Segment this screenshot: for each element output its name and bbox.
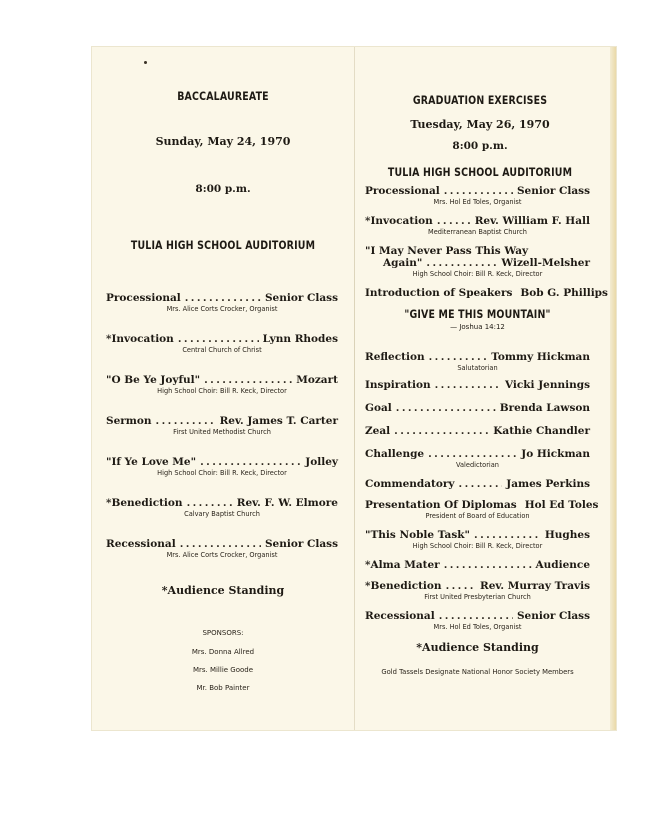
item-value: Rev. James T. Carter: [219, 415, 338, 427]
item-label: Inspiration: [365, 379, 431, 391]
program-item: [365, 499, 599, 520]
program-list-b: [365, 351, 599, 676]
item-value: Brenda Lawson: [499, 402, 590, 414]
program-item: [365, 215, 590, 236]
item-value: Mozart: [296, 374, 338, 386]
honor-society-footnote: Gold Tassels Designate National Honor Society Members: [381, 668, 574, 676]
event-time: 8:00 p.m.: [452, 140, 508, 152]
venue-heading: TULIA HIGH SCHOOL AUDITORIUM: [387, 165, 573, 179]
item-label: "O Be Ye Joyful": [106, 374, 201, 386]
sponsors-heading: SPONSORS:: [202, 629, 244, 637]
program-item: [365, 559, 590, 571]
item-value: Lynn Rhodes: [262, 333, 338, 345]
program-item: [365, 478, 590, 490]
item-note: High School Choir: Bill R. Keck, Director: [157, 469, 287, 477]
item-label: Reflection: [365, 351, 425, 363]
item-value: Jolley: [305, 456, 338, 468]
scripture-reference: — Joshua 14:12: [450, 323, 505, 331]
program-item: [365, 425, 590, 437]
program-item: [365, 402, 590, 414]
program-item: [106, 415, 338, 436]
item-value: Hol Ed Toles: [524, 499, 599, 511]
program-item: [365, 448, 590, 469]
item-value: Tommy Hickman: [491, 351, 590, 363]
item-label: Goal: [365, 402, 392, 414]
item-note: President of Board of Education: [425, 512, 530, 520]
item-value: Jo Hickman: [521, 448, 590, 460]
item-label: Processional: [365, 185, 440, 197]
item-value: Senior Class: [516, 185, 590, 197]
item-label: Processional: [106, 292, 181, 304]
item-label: *Benediction: [106, 497, 183, 509]
event-date: Tuesday, May 26, 1970: [410, 118, 550, 131]
sponsor-name: Mr. Bob Painter: [196, 684, 250, 692]
theme-block: [365, 307, 590, 331]
item-label: Sermon: [106, 415, 152, 427]
item-note: Mrs. Alice Corts Crocker, Organist: [166, 551, 278, 559]
program-item: [106, 497, 338, 518]
program-item: [365, 580, 590, 601]
item-value: Kathie Chandler: [493, 425, 590, 437]
item-value: Senior Class: [264, 538, 338, 550]
venue-heading: TULIA HIGH SCHOOL AUDITORIUM: [130, 238, 316, 252]
item-label: *Alma Mater: [365, 559, 440, 571]
theme-heading: "GIVE ME THIS MOUNTAIN": [404, 307, 551, 321]
sponsor-name: Mrs. Donna Allred: [191, 648, 255, 656]
item-note: First United Methodist Church: [173, 428, 271, 436]
item-value: Senior Class: [516, 610, 590, 622]
item-note: Valedictorian: [456, 461, 499, 469]
item-label: *Invocation: [365, 215, 433, 227]
item-value: Audience: [535, 559, 590, 571]
item-note: Central Church of Christ: [182, 346, 262, 354]
item-label: Again": [383, 257, 423, 269]
item-label: Commendatory: [365, 478, 455, 490]
item-value: Senior Class: [264, 292, 338, 304]
item-label: "If Ye Love Me": [106, 456, 197, 468]
page-title: GRADUATION EXERCISES: [412, 93, 548, 107]
sponsor-name: Mrs. Millie Goode: [192, 666, 254, 674]
item-label: Challenge: [365, 448, 425, 460]
item-note: Salutatorian: [457, 364, 498, 372]
item-label: Zeal: [365, 425, 391, 437]
item-note: First United Presbyterian Church: [424, 593, 531, 601]
item-value: Wizell-Melsher: [501, 257, 590, 269]
event-time: 8:00 p.m.: [195, 183, 251, 195]
audience-standing-note: *Audience Standing: [161, 584, 285, 597]
item-value: Hughes: [544, 529, 590, 541]
item-label: Introduction of Speakers: [365, 287, 513, 299]
program-list-a: [365, 185, 608, 331]
item-note: High School Choir: Bill R. Keck, Director: [157, 387, 287, 395]
item-value: Rev. William F. Hall: [474, 215, 590, 227]
program-item: [365, 379, 590, 391]
item-value: James Perkins: [506, 478, 590, 490]
item-label: "This Noble Task": [365, 529, 471, 541]
item-value: Rev. Murray Travis: [479, 580, 590, 592]
item-label: Presentation Of Diplomas: [365, 499, 517, 511]
item-label: *Invocation: [106, 333, 174, 345]
page-title: BACCALAUREATE: [177, 89, 269, 103]
program-sheet: [92, 47, 616, 730]
song-title-line: "I May Never Pass This Way: [365, 245, 529, 257]
item-value: Vicki Jennings: [504, 379, 590, 391]
program-item: [106, 333, 338, 354]
baccalaureate-panel: [92, 47, 354, 730]
item-label: Recessional: [365, 610, 435, 622]
program-item: [365, 245, 590, 278]
item-note: Mediterranean Baptist Church: [428, 228, 527, 236]
program-item: [106, 292, 338, 313]
program-item: [365, 287, 608, 299]
program-item: [106, 456, 338, 477]
audience-standing-note: *Audience Standing: [416, 641, 539, 654]
sponsors-block: [92, 629, 354, 692]
program-item: [365, 185, 590, 206]
program-list: [106, 292, 338, 579]
item-note: High School Choir: Bill R. Keck, Director: [412, 542, 543, 550]
graduation-panel: [355, 47, 610, 730]
program-item: [365, 610, 590, 631]
program-item: [365, 351, 590, 372]
item-note: Mrs. Hol Ed Toles, Organist: [433, 623, 522, 631]
item-label: Recessional: [106, 538, 176, 550]
item-value: Bob G. Phillips: [520, 287, 608, 299]
item-value: Rev. F. W. Elmore: [236, 497, 338, 509]
item-label: *Benediction: [365, 580, 442, 592]
program-item: [106, 374, 338, 395]
item-note: Mrs. Hol Ed Toles, Organist: [433, 198, 522, 206]
program-item: [106, 538, 338, 559]
paper-edge: [610, 47, 616, 730]
item-note: High School Choir: Bill R. Keck, Director: [412, 270, 543, 278]
program-item: [365, 529, 590, 550]
item-note: Mrs. Alice Corts Crocker, Organist: [166, 305, 278, 313]
event-date: Sunday, May 24, 1970: [155, 135, 291, 148]
item-note: Calvary Baptist Church: [184, 510, 260, 518]
